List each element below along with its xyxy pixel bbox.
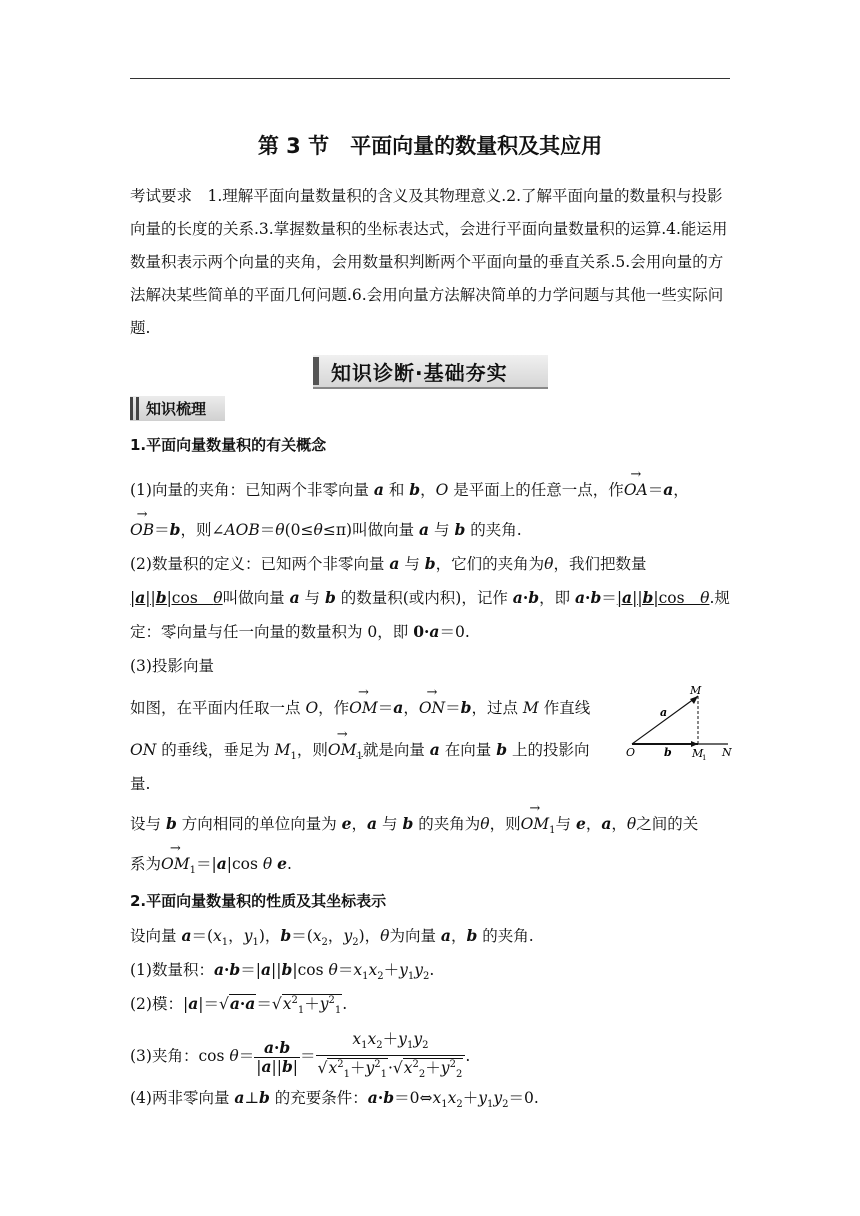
label-a: a <box>660 706 668 719</box>
banner-bar <box>313 357 319 385</box>
label-M1: M <box>692 747 704 760</box>
label-M1-sub: 1 <box>702 754 707 762</box>
banner-title: 知识诊断·基础夯实 <box>331 361 508 385</box>
text-line: 设与 b 方向相同的单位向量为 e，a 与 b 的夹角为θ，则→ $OM_1$与 e，a，θ之间的关 <box>130 812 698 836</box>
projection-figure <box>620 682 740 762</box>
tag-bar <box>136 397 139 420</box>
text-line: ON 的垂线，垂足为 $M_1$，则→ $OM_1$就是向量 a 在向量 b 上的投影向 <box>130 738 589 762</box>
label-O: O <box>626 746 636 759</box>
text-line: (4)两非零向量 a⊥b 的充要条件：$a\cdot b=0\Leftrightarrow x_1x_2+y_1y_2=0$. <box>130 1088 539 1111</box>
text-line: 系为→ $OM_1=|a|\cos$ θ e. <box>130 852 292 876</box>
text-line: 如图，在平面内任取一点 O，作→ OM＝a，→ ON＝b，过点 M 作直线 <box>130 696 590 718</box>
heading-1: 1.平面向量数量积的有关概念 <box>130 436 327 454</box>
text-line: 定：零向量与任一向量的数量积为 0，即 0·a＝0. <box>130 622 470 641</box>
text-line: (3)夹角：cos θ＝ $\frac{a\cdot b}{|a||b|}$ ＝ $\frac{x_1x_2+y_1y_2}{√x^2_1+y^2_1\cdot√x^2_2+y^2_2}$ . <box>130 1030 471 1081</box>
section-banner <box>313 355 548 389</box>
page-title: 第 3 节 平面向量的数量积及其应用 <box>257 134 603 158</box>
text-line: (1)向量的夹角：已知两个非零向量 a 和 b，O 是平面上的任意一点，作→ OA＝a， <box>130 478 689 500</box>
exam-requirements: 考试要求 1.理解平面向量数量积的含义及其物理意义.2.了解平面向量的数量积与投影向量的长度的关系.3.掌握数量积的坐标表达式，会进行平面向量数量积的运算.4.能运用数量积表示两个向量的夹角，会用数量积判断两个平面向量的垂直关系.5.会用向量的方法解决某些简单的平面几何问题.6.会用向量方法解决简单的力学问题与其他一些实际问题. <box>130 187 728 337</box>
subsection-title: 知识梳理 <box>146 400 207 418</box>
tag-bar <box>130 397 133 420</box>
text-line: |a||b|cos θ叫做向量 a 与 b 的数量积(或内积)，记作 a·b，即 a·b＝|a||b|cos θ.规 <box>130 588 730 607</box>
text-line: → OB＝b，则∠AOB＝θ(0≤θ≤π)叫做向量 a 与 b 的夹角. <box>130 518 522 540</box>
subsection-tag <box>130 396 225 421</box>
text-line: (2)模：$|a|=√a\cdot a=√x^2_1+y^2_1$. <box>130 994 348 1017</box>
text-line: (1)数量积：a·b＝|a||b|cos $\theta=x_1x_2+y_1y_2$. <box>130 960 435 983</box>
label-M: M <box>690 684 702 697</box>
label-N: N <box>722 746 732 759</box>
header-rule <box>130 78 730 79</box>
heading-2: 2.平面向量数量积的性质及其坐标表示 <box>130 892 387 910</box>
text-line: (2)数量积的定义：已知两个非零向量 a 与 b，它们的夹角为θ，我们把数量 <box>130 554 647 573</box>
text-line: 设向量 $a=(x_1$，$y_1$)，$b=(x_2$，$y_2$)，θ为向量 a，b 的夹角. <box>130 926 534 949</box>
label-b: b <box>664 746 672 759</box>
text-line: (3)投影向量 <box>130 657 214 675</box>
text-line: 量. <box>130 775 151 793</box>
